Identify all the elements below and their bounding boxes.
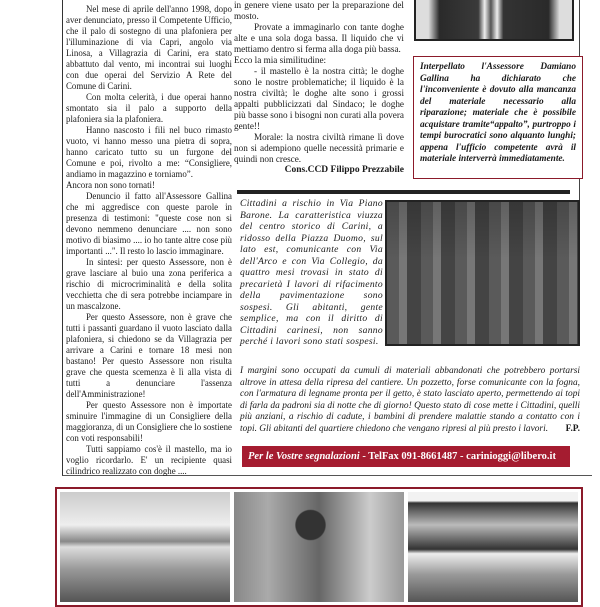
paragraph: in genere viene usato per la preparazione del mosto. — [234, 0, 404, 21]
left-column-article — [66, 4, 232, 477]
banner-contact: - TelFax 091-8661487 - carinioggi@libero.it — [359, 451, 556, 462]
bathroom-mirror-photo — [408, 492, 578, 602]
kitchen-photo — [60, 492, 230, 602]
article-via-piano-barone: Cittadini a rischio in Via Piano Barone. La caratteristica viuzza del centro storico di Carini, a ridosso della Piazza Duomo, sul lato est, comunicante con Via dell'Arco e con Via Collegio, da quattro mesi trovasi in stato di precarietà I lavori di rifacimento della pavimentazione sono sospesi. Gli abitanti, gente semplice, ma con il diritto di Cittadini carinesi, non sanno perché i lavori sono stati sospesi. — [240, 198, 383, 347]
paragraph: Con molta celerità, i due operai hanno smontato sia il palo a supporto della plafoniera sia la plafoniera. — [66, 92, 232, 124]
article-continuation — [240, 366, 580, 436]
boiler-photo — [234, 492, 404, 602]
advertisement-photo-strip — [55, 487, 583, 607]
author-signature: Cons.CCD Filippo Prezzabile — [284, 165, 404, 175]
portrait-photo — [414, 0, 574, 41]
contact-banner — [242, 446, 570, 467]
middle-column-article — [234, 0, 404, 176]
assessor-statement-box: Interpellato l'Assessore Damiano Gallina ha dichiarato che l'inconveniente è dovuto alla mancanza del materiale necessario alla riparazione; materiale che è possibile acquistare tramite“appalto”, purtroppo i tempi burocratici sono alquanto lunghi; appena l'ufficio competente avrà il materiale interverrà immediatamente. — [413, 56, 583, 179]
paragraph: In sintesi: per questo Assessore, non è grave lasciare al buio una zona periferica a rischio di microcriminalità e della solita vecchietta che di sera potrebbe inciampare in un mascalzone. — [66, 257, 232, 311]
paragraph: - il mastello è la nostra città; le doghe sono le nostre problematiche; il liquido è la nostra civiltà; le doghe alte sono i grossi appalti pubblicizzati dal Sindaco; le doghe più basse sono i bisogni non curati alla povera gente!! — [234, 66, 404, 131]
section-rule — [237, 190, 570, 194]
author-initials: F.P. — [565, 423, 580, 434]
paragraph: Tutti sappiamo cos'è il mastello, ma io voglio ricordarlo. E' un recipiente quasi cilindrico realizzato con doghe .... — [66, 444, 232, 476]
paragraph: Nel mese di aprile dell'anno 1998, dopo aver denunciato, presso il Competente Ufficio, che il palo di sostegno di una plafoniera per l'illuminazione di via Capri, angolo via Linosa, a Villagrazia di Carini, era stato abbattuto dal vento, mi incontrai sui luoghi con due operai del Servizio A Rete del Comune di Carini. — [66, 4, 232, 91]
paragraph: Per questo Assessore non è importate sminuire l'immagine di un Consigliere della maggioranza, di un Consigliere che lo sostiene con voti responsabili! — [66, 400, 232, 443]
paragraph: I margini sono occupati da cumuli di materiali abbandonati che potrebbero portarsi altrove in attesa della ripresa del cantiere. Un pozzetto, forse comunicante con la fogna, con l'armatura di legname pronta per il getto, è stato lasciato aperto, permettendo ai topi di farla da padroni sia di notte che di giorno! Questo stato di cose mette i Cittadini, quelli più anziani, a rischio di cadute, i bambini di prendere malattie stando a contatto con i topi. Gli abitanti del quartiere chiedono che vengano ripresi al più presto i lavori. — [240, 366, 580, 434]
paragraph: Ecco la mia similitudine: — [234, 55, 327, 65]
paragraph: Hanno nascosto i fili nel buco rimasto vuoto, vi hanno messo una pietra di sopra, hanno caricato tutto su un furgone del Comune e poi, rivolto a me: “Consigliere, andiamo in magazzino e torniamo”. — [66, 125, 232, 179]
street-photo — [385, 200, 580, 346]
paragraph: Ancora non sono tornati! — [66, 180, 155, 190]
paragraph: Provate a immaginarlo con tante doghe alte e una sola doga bassa. Il liquido che vi mettiamo dentro si ferma alla doga più bassa. — [234, 22, 404, 54]
paragraph: Per questo Assessore, non è grave che tutti i passanti guardano il vuoto lasciato dalla plafoniera, si chiedono se da Villagrazia per arrivare a Carini e tornare 18 mesi non bastano! Per questo Assessore non risulta grave che questa scemenza è lì alla vista di tutti a denunciare l'assenza dell'Amministrazione! — [66, 312, 232, 399]
paragraph: Morale: la nostra civiltà rimane lì dove non si adempiono quelle necessità primarie e quindi non cresce. — [234, 132, 404, 164]
paragraph: Denuncio il fatto all'Assessore Gallina che mi aggredisce con queste parole in presenza di testimoni: "queste cose non si devono nemmeno denunciare .... non sono motivo di biasimo .... io ho tante altre cose più importanti ...". Il resto lo lascio immaginare. — [66, 191, 232, 256]
banner-label: Per le Vostre segnalazioni — [248, 451, 360, 462]
